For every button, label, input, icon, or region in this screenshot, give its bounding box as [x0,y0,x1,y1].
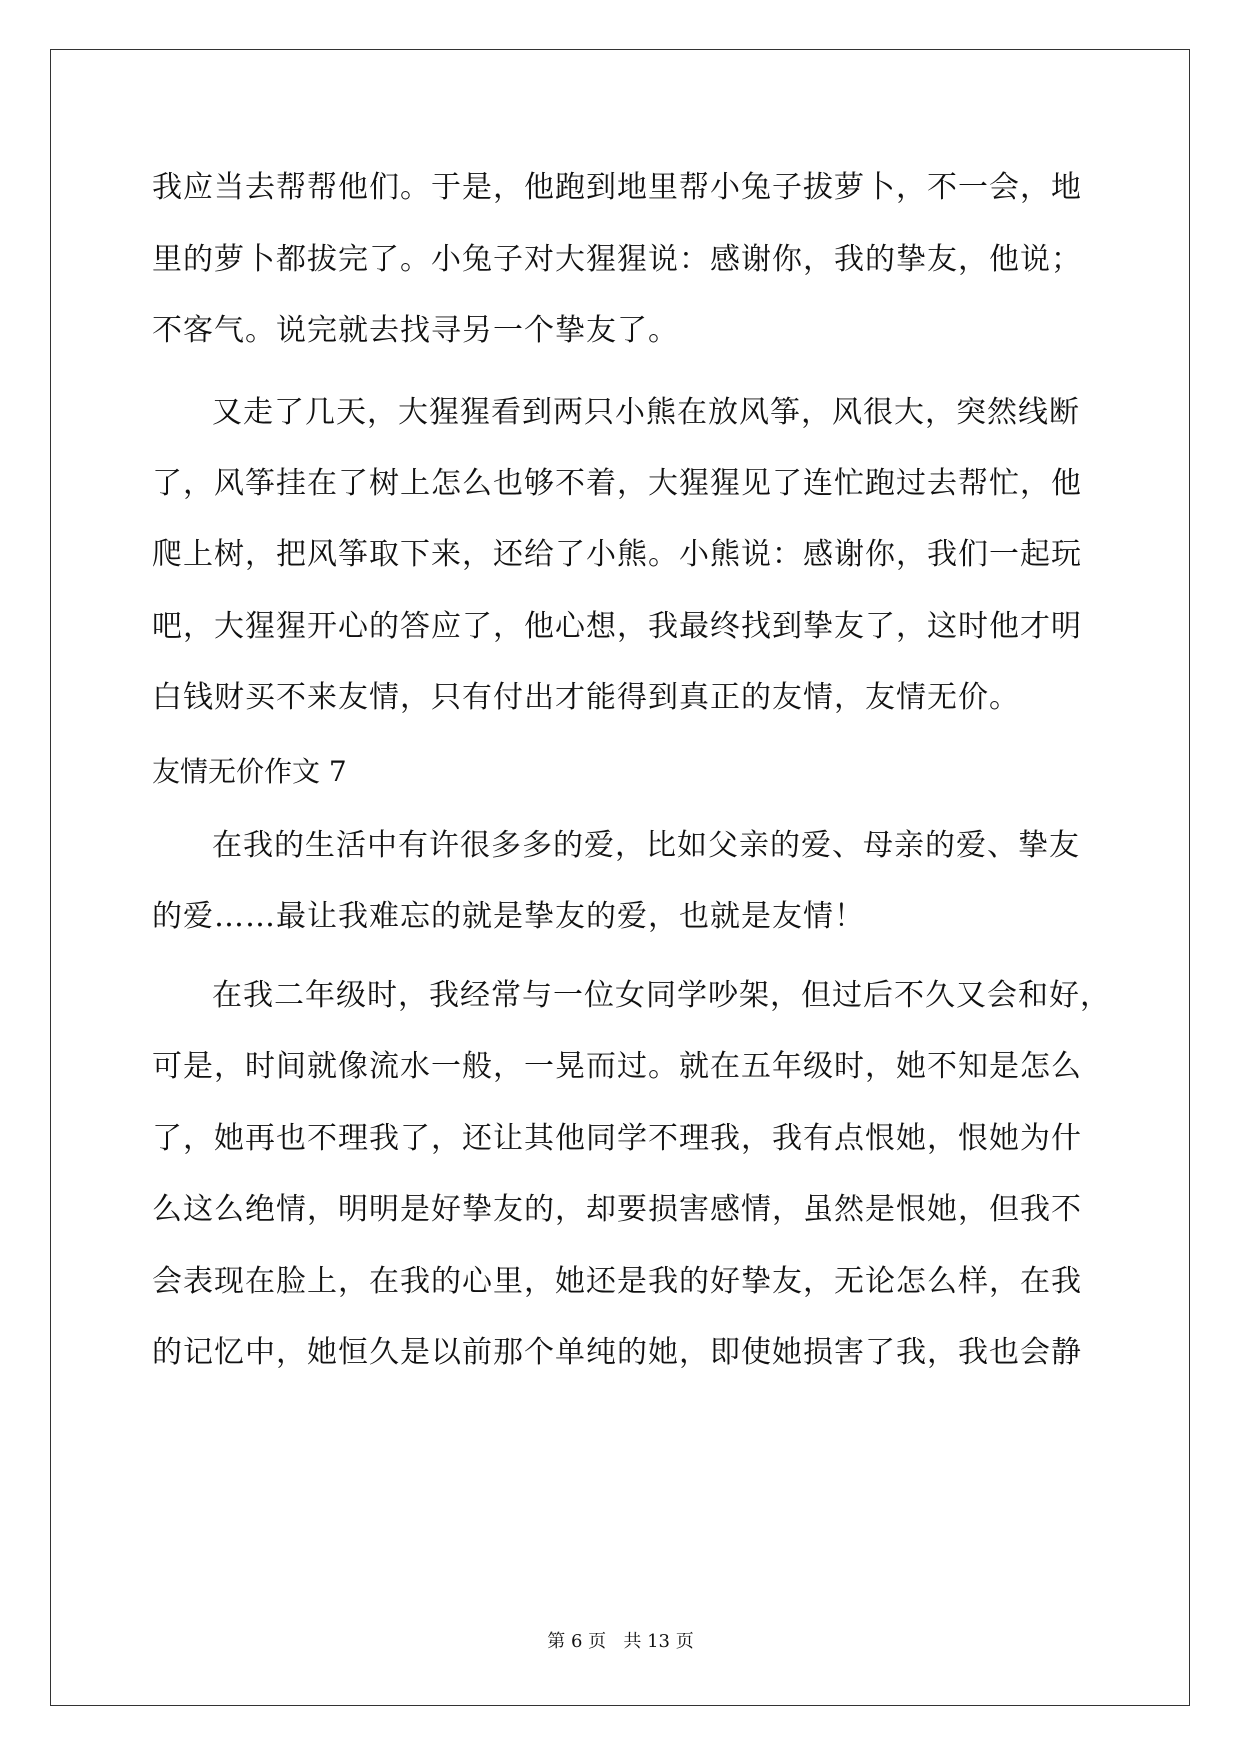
text-line: 在我的生活中有许很多多的爱，比如父亲的爱、母亲的爱、挚友 [212,828,1080,863]
text-line: 的记忆中，她恒久是以前那个单纯的她，即使她损害了我，我也会静 [152,1335,1082,1370]
text-line: 我应当去帮帮他们。于是，他跑到地里帮小兔子拔萝卜，不一会，地 [152,170,1082,205]
text-line: 在我二年级时，我经常与一位女同学吵架，但过后不久又会和好， [212,978,1111,1013]
text-line: 又走了几天，大猩猩看到两只小熊在放风筝，风很大，突然线断 [212,395,1080,430]
text-line: 么这么绝情，明明是好挚友的，却要损害感情，虽然是恨她，但我不 [152,1192,1082,1227]
text-line: 了，风筝挂在了树上怎么也够不着，大猩猩见了连忙跑过去帮忙，他 [152,466,1082,501]
text-line: 的爱……最让我难忘的就是挚友的爱，也就是友情！ [152,899,865,934]
text-line: 可是，时间就像流水一般，一晃而过。就在五年级时，她不知是怎么 [152,1049,1082,1084]
text-line: 里的萝卜都拔完了。小兔子对大猩猩说：感谢你，我的挚友，他说； [152,242,1082,277]
text-line: 了，她再也不理我了，还让其他同学不理我，我有点恨她，恨她为什 [152,1121,1082,1156]
text-line: 不客气。说完就去找寻另一个挚友了。 [152,313,679,348]
page-border [50,49,1190,1706]
text-line: 爬上树，把风筝取下来，还给了小熊。小熊说：感谢你，我们一起玩 [152,537,1082,572]
text-line: 会表现在脸上，在我的心里，她还是我的好挚友，无论怎么样，在我 [152,1264,1082,1299]
text-line: 吧，大猩猩开心的答应了，他心想，我最终找到挚友了，这时他才明 [152,609,1082,644]
page-number: 第 6 页 共 13 页 [547,1631,694,1652]
section-heading: 友情无价作文 7 [152,755,347,788]
text-line: 白钱财买不来友情，只有付出才能得到真正的友情，友情无价。 [152,680,1020,715]
